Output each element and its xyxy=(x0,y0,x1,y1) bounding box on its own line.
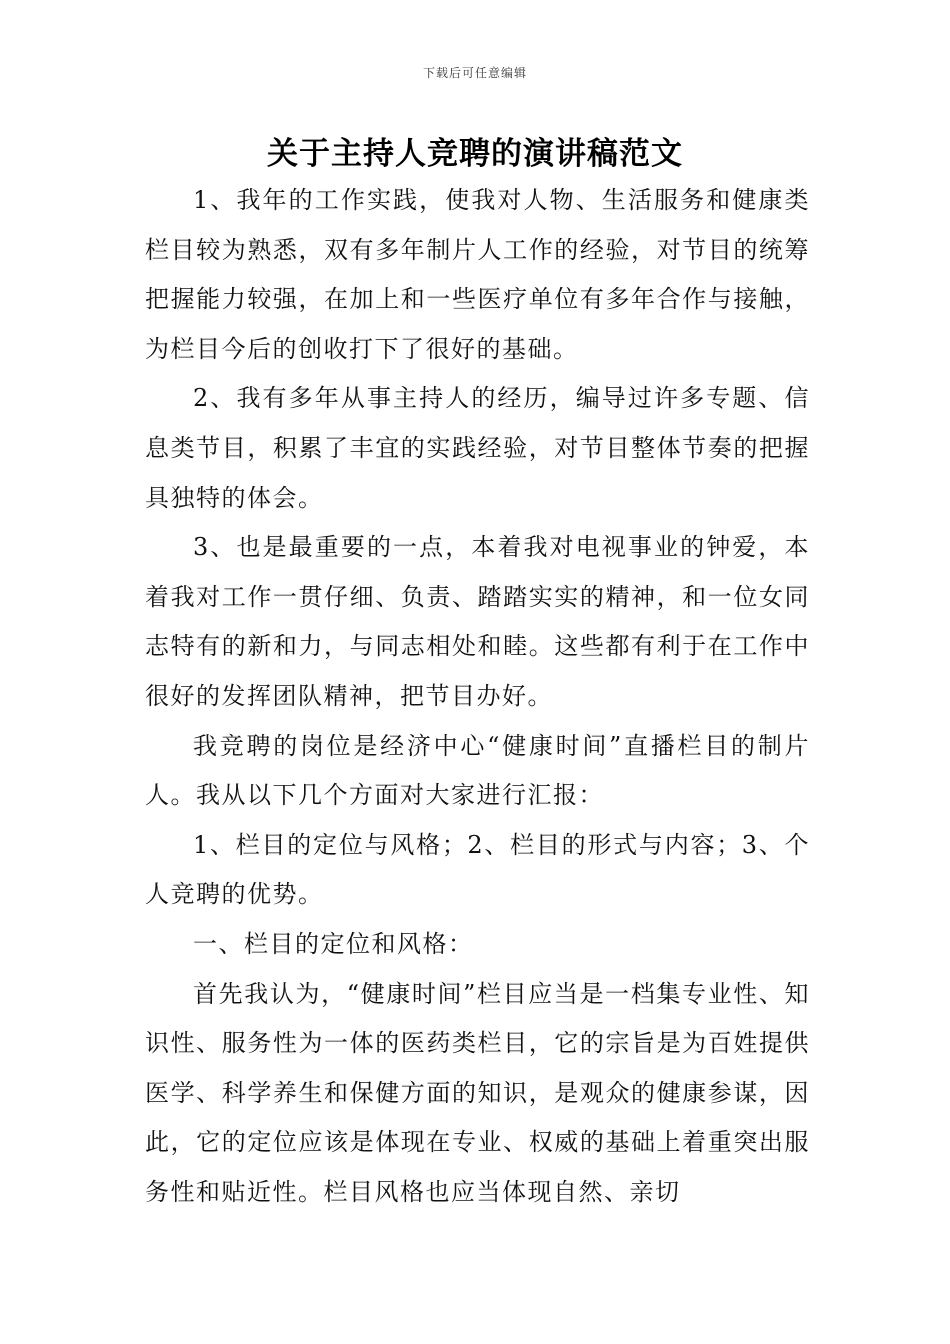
paragraph-5: 1、栏目的定位与风格；2、栏目的形式与内容；3、个人竞聘的优势。 xyxy=(145,830,810,909)
paragraph-2: 2、我有多年从事主持人的经历，编导过许多专题、信息类节目，积累了丰宜的实践经验，对节目整体节奏的把握具独特的体会。 xyxy=(145,384,810,512)
paragraph-1: 1、我年的工作实践，使我对人物、生活服务和健康类栏目较为熟悉，双有多年制片人工作的经验，对节目的统筹把握能力较强，在加上和一些医疗单位有多年合作与接触，为栏目今后的创收打下了很好的基础。 xyxy=(145,186,810,363)
header-note: 下载后可任意编辑 xyxy=(422,66,527,80)
paragraph-7: 首先我认为，“健康时间”栏目应当是一档集专业性、知识性、服务性为一体的医药类栏目，它的宗旨是为百姓提供医学、科学养生和保健方面的知识，是观众的健康参谋，因此，它的定位应该是体现在专业、权威的基础上着重突出服务性和贴近性。栏目风格也应当体现自然、亲切 xyxy=(145,979,810,1206)
paragraph-4: 我竞聘的岗位是经济中心“健康时间”直播栏目的制片人。我从以下几个方面对大家进行汇报： xyxy=(145,731,810,810)
paragraph-6: 一、栏目的定位和风格： xyxy=(193,929,474,958)
document-title: 关于主持人竞聘的演讲稿范文 xyxy=(267,136,683,172)
document-body xyxy=(145,176,810,1217)
paragraph-3: 3、也是最重要的一点，本着我对电视事业的钟爱，本着我对工作一贯仔细、负责、踏踏实实的精神，和一位女同志特有的新和力，与同志相处和睦。这些都有利于在工作中很好的发挥团队精神，把节目办好。 xyxy=(145,533,810,710)
